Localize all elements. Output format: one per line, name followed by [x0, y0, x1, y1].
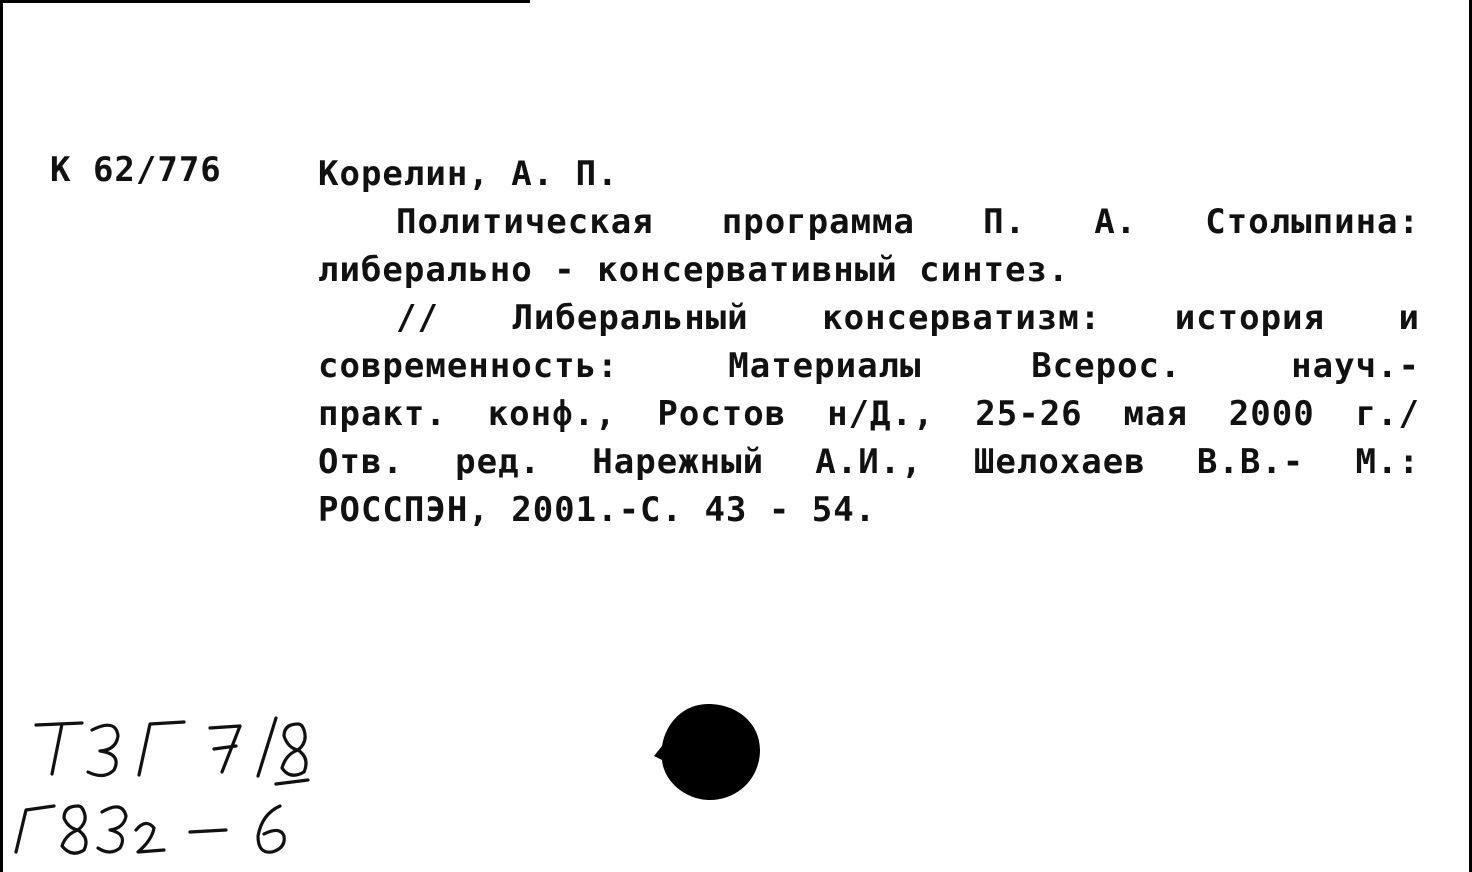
entry-word: М.:	[1355, 442, 1420, 482]
entry-word: Всерос.	[1031, 346, 1182, 386]
entry-word: Шелохаев	[973, 442, 1146, 482]
entry-word: Материалы	[728, 346, 922, 386]
entry-word: науч.-	[1291, 346, 1420, 386]
entry-text: либерально - консервативный синтез.	[318, 250, 1070, 290]
entry-word: и	[1398, 298, 1420, 338]
entry-word: Либеральный	[512, 298, 749, 338]
entry-line	[318, 294, 1420, 342]
entry-line	[318, 438, 1420, 486]
card-top-edge	[0, 0, 530, 3]
call-number: К 62/776	[50, 150, 222, 190]
punch-hole	[652, 700, 764, 804]
entry-word: консерватизм:	[822, 298, 1102, 338]
entry-word: Ростов	[657, 394, 787, 434]
card-left-edge	[0, 0, 3, 872]
entry-word: Нарежный	[592, 442, 765, 482]
entry-word: практ.	[318, 394, 447, 434]
entry-word: программа	[721, 202, 915, 242]
handwritten-shelf-mark	[14, 700, 314, 865]
entry-word: 25-26	[975, 394, 1083, 434]
entry-word: 2000	[1228, 394, 1315, 434]
entry-line	[318, 390, 1420, 438]
entry-line	[318, 486, 1420, 534]
entry-word: П.	[983, 202, 1027, 242]
entry-word: Политическая	[396, 202, 654, 242]
entry-word: н/Д.,	[827, 394, 935, 434]
entry-line	[318, 198, 1420, 246]
entry-word: конф.,	[487, 394, 617, 434]
entry-word: А.	[1094, 202, 1138, 242]
entry-word: г./	[1355, 394, 1420, 434]
author-line: Корелин, А. П.	[318, 154, 619, 194]
entry-word: Отв.	[318, 442, 404, 482]
bibliographic-entry	[318, 150, 1420, 534]
entry-word: Столыпина:	[1205, 202, 1420, 242]
entry-word: мая	[1123, 394, 1188, 434]
entry-word: //	[396, 298, 439, 338]
entry-word: история	[1174, 298, 1325, 338]
entry-word: современность:	[318, 346, 619, 386]
entry-line	[318, 246, 1420, 294]
entry-line	[318, 342, 1420, 390]
entry-text: РОССПЭН, 2001.-С. 43 - 54.	[318, 490, 877, 530]
entry-word: А.И.,	[815, 442, 923, 482]
entry-word: В.В.-	[1196, 442, 1305, 482]
entry-word: ред.	[455, 442, 542, 482]
